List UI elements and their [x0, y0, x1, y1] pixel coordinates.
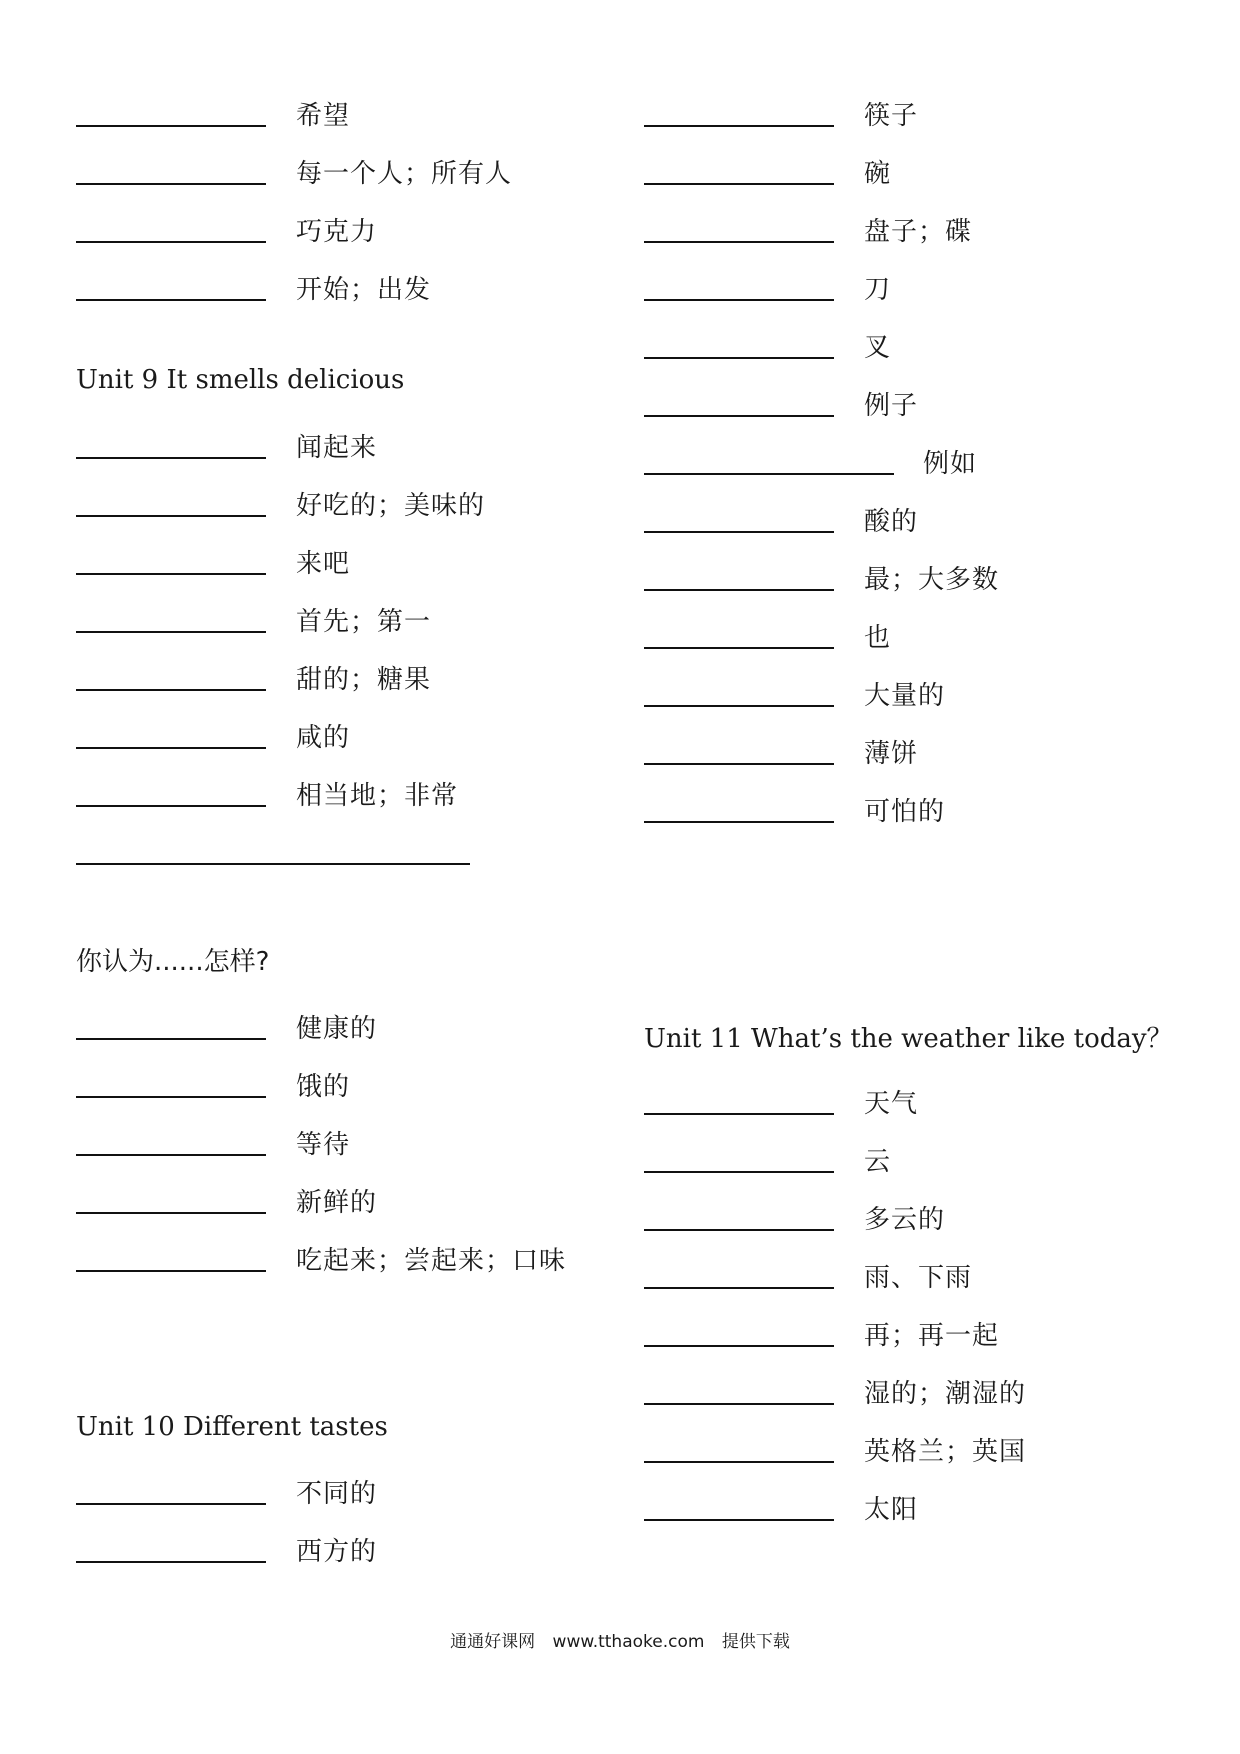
answer-blank[interactable] [644, 531, 834, 533]
answer-blank[interactable] [644, 1229, 834, 1231]
answer-blank[interactable] [76, 515, 266, 517]
phrase-item [76, 831, 496, 871]
vocab-item [76, 657, 596, 697]
answer-blank[interactable] [76, 1038, 266, 1040]
answer-blank[interactable] [76, 1154, 266, 1156]
chinese-meaning: 多云的 [864, 1205, 946, 1235]
vocab-item [76, 1529, 596, 1569]
vocab-item [644, 1081, 1184, 1121]
chinese-meaning: 好吃的；美味的 [296, 491, 486, 521]
vocab-item [76, 1006, 596, 1046]
chinese-meaning: 首先；第一 [296, 607, 432, 637]
chinese-meaning: 例子 [864, 391, 919, 421]
footer-site-name: 通通好课网 [450, 1632, 536, 1652]
chinese-meaning: 刀 [864, 275, 892, 305]
chinese-meaning: 西方的 [296, 1537, 378, 1567]
answer-blank[interactable] [644, 1171, 834, 1173]
vocab-item [644, 1139, 1184, 1179]
answer-blank[interactable] [644, 299, 834, 301]
chinese-meaning: 新鲜的 [296, 1188, 378, 1218]
chinese-meaning: 开始；出发 [296, 275, 432, 305]
footer-url[interactable]: www.tthaoke.com [552, 1632, 705, 1652]
vocab-item [76, 1471, 596, 1511]
chinese-meaning: 巧克力 [296, 217, 378, 247]
answer-blank[interactable] [76, 125, 266, 127]
footer-suffix: 提供下载 [721, 1632, 790, 1652]
chinese-meaning: 云 [864, 1147, 892, 1177]
answer-blank[interactable] [644, 125, 834, 127]
answer-blank[interactable] [644, 1345, 834, 1347]
chinese-meaning: 甜的；糖果 [296, 665, 432, 695]
answer-blank[interactable] [644, 763, 834, 765]
answer-blank[interactable] [644, 1113, 834, 1115]
vocab-item [76, 1122, 596, 1162]
chinese-meaning: 薄饼 [864, 739, 919, 769]
answer-blank[interactable] [644, 589, 834, 591]
answer-blank[interactable] [76, 747, 266, 749]
chinese-meaning: 碗 [864, 159, 892, 189]
answer-blank[interactable] [644, 647, 834, 649]
vocab-item [644, 1429, 1184, 1469]
chinese-meaning: 相当地；非常 [296, 781, 459, 811]
vocab-item [644, 325, 1184, 365]
vocab-item [644, 789, 1184, 829]
page-footer [0, 1632, 1240, 1652]
chinese-meaning: 不同的 [296, 1479, 378, 1509]
vocab-item [644, 267, 1184, 307]
answer-blank[interactable] [644, 705, 834, 707]
chinese-meaning: 等待 [296, 1130, 351, 1160]
answer-blank[interactable] [76, 1561, 266, 1563]
vocab-item [76, 599, 596, 639]
vocab-item [76, 151, 596, 191]
chinese-meaning: 天气 [864, 1089, 919, 1119]
vocab-item [76, 715, 596, 755]
vocab-item [644, 673, 1184, 713]
answer-blank[interactable] [76, 1503, 266, 1505]
answer-blank[interactable] [644, 415, 834, 417]
answer-blank[interactable] [76, 631, 266, 633]
vocab-item [644, 209, 1184, 249]
chinese-meaning: 也 [864, 623, 892, 653]
answer-blank[interactable] [76, 573, 266, 575]
answer-blank-wide[interactable] [644, 473, 894, 475]
vocab-item [644, 615, 1184, 655]
chinese-meaning: 最；大多数 [864, 565, 1000, 595]
answer-blank[interactable] [76, 805, 266, 807]
vocab-item [644, 151, 1184, 191]
chinese-meaning: 酸的 [864, 507, 919, 537]
vocab-item [644, 93, 1184, 133]
answer-blank[interactable] [644, 1461, 834, 1463]
chinese-meaning: 吃起来；尝起来；口味 [296, 1246, 567, 1276]
answer-blank[interactable] [644, 1403, 834, 1405]
chinese-meaning: 来吧 [296, 549, 351, 579]
chinese-meaning: 雨、下雨 [864, 1263, 973, 1293]
vocab-item [76, 1180, 596, 1220]
chinese-meaning: 湿的；潮湿的 [864, 1379, 1027, 1409]
vocab-item [644, 1313, 1184, 1353]
answer-blank[interactable] [76, 299, 266, 301]
vocab-item [644, 383, 1184, 423]
chinese-meaning: 可怕的 [864, 797, 946, 827]
answer-blank[interactable] [76, 1270, 266, 1272]
vocab-item-phrase [644, 441, 1184, 481]
unit-11-heading: Unit 11 What’s the weather like today？ [644, 1024, 1173, 1054]
vocab-item [76, 425, 596, 465]
vocab-item [644, 499, 1184, 539]
chinese-meaning: 例如 [923, 449, 978, 479]
chinese-meaning: 饿的 [296, 1072, 351, 1102]
chinese-meaning: 再；再一起 [864, 1321, 1000, 1351]
chinese-meaning: 健康的 [296, 1014, 378, 1044]
chinese-meaning: 希望 [296, 101, 351, 131]
vocab-item [644, 1371, 1184, 1411]
answer-blank[interactable] [76, 1096, 266, 1098]
vocab-item [76, 1064, 596, 1104]
vocab-item [76, 209, 596, 249]
vocab-item [76, 483, 596, 523]
chinese-meaning: 英格兰；英国 [864, 1437, 1027, 1467]
chinese-meaning: 太阳 [864, 1495, 919, 1525]
vocab-item [76, 1238, 616, 1278]
answer-blank[interactable] [644, 241, 834, 243]
chinese-meaning: 每一个人；所有人 [296, 159, 513, 189]
chinese-meaning: 筷子 [864, 101, 919, 131]
answer-blank[interactable] [644, 821, 834, 823]
vocab-item [76, 773, 596, 813]
answer-blank[interactable] [76, 241, 266, 243]
vocab-item [644, 1255, 1184, 1295]
answer-blank[interactable] [76, 183, 266, 185]
vocab-item [644, 731, 1184, 771]
chinese-meaning: 盘子；碟 [864, 217, 973, 247]
answer-blank[interactable] [76, 457, 266, 459]
vocab-item [644, 1197, 1184, 1237]
chinese-meaning: 闻起来 [296, 433, 378, 463]
vocab-item [76, 267, 596, 307]
answer-blank[interactable] [644, 1519, 834, 1521]
unit-10-heading: Unit 10 Different tastes [76, 1412, 388, 1442]
answer-blank[interactable] [76, 1212, 266, 1214]
answer-blank-long[interactable] [76, 863, 470, 865]
answer-blank[interactable] [644, 183, 834, 185]
answer-blank[interactable] [644, 357, 834, 359]
vocab-item [76, 93, 596, 133]
unit-9-heading: Unit 9 It smells delicious [76, 365, 405, 395]
answer-blank[interactable] [76, 689, 266, 691]
vocab-item [76, 541, 596, 581]
phrase-meaning: 你认为......怎样? [76, 947, 270, 977]
vocab-item [644, 1487, 1184, 1527]
answer-blank[interactable] [644, 1287, 834, 1289]
chinese-meaning: 咸的 [296, 723, 351, 753]
chinese-meaning: 大量的 [864, 681, 946, 711]
chinese-meaning: 叉 [864, 333, 892, 363]
vocab-item [644, 557, 1184, 597]
